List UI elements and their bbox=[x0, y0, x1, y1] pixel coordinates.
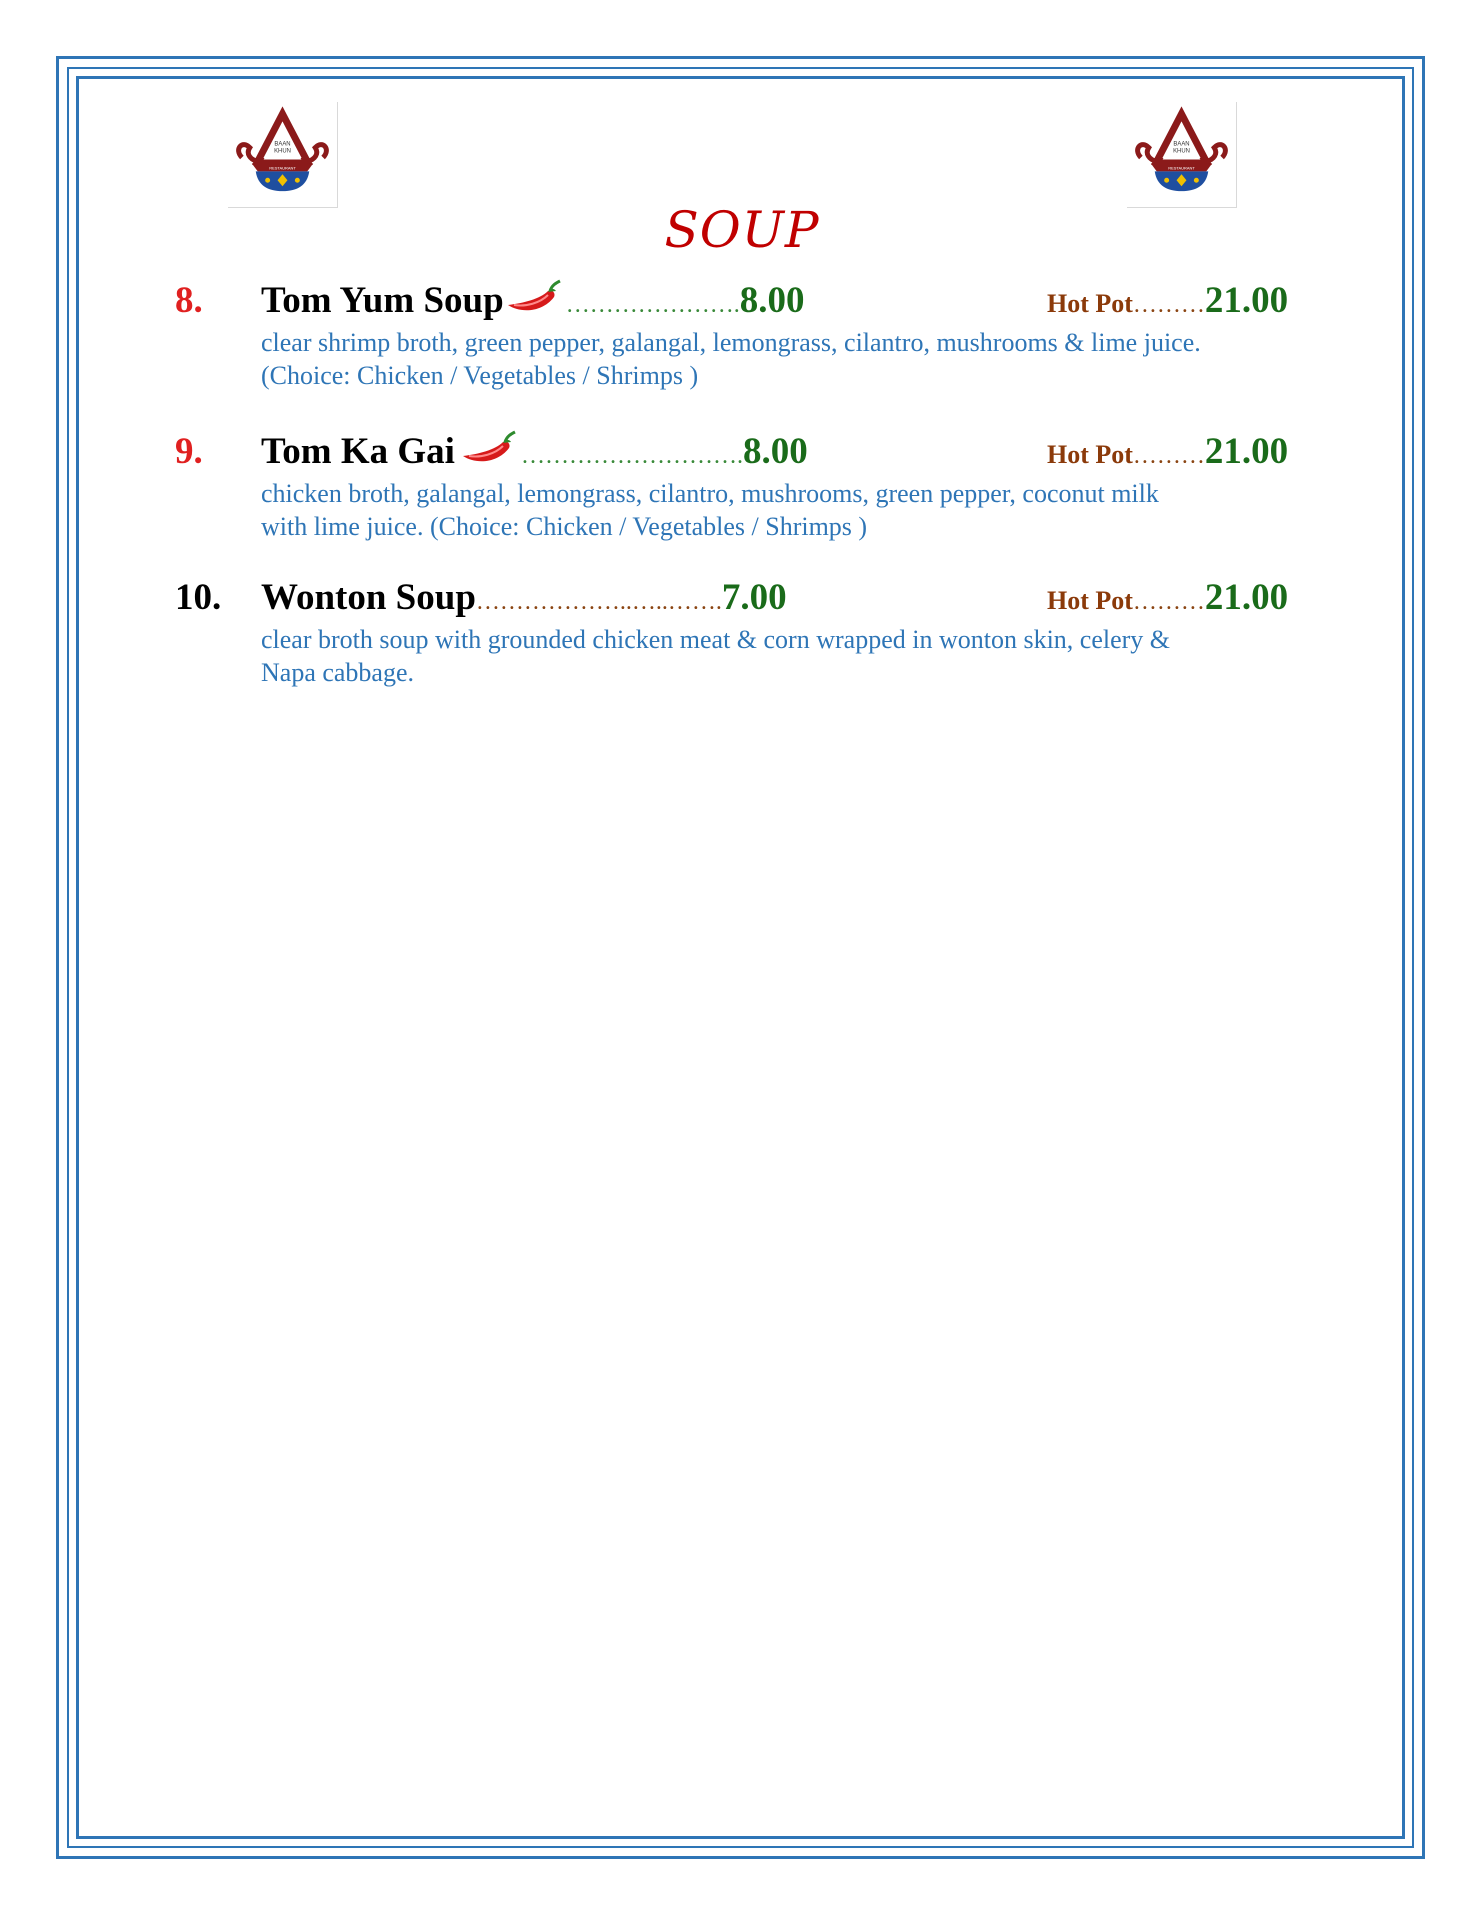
item-number: 9. bbox=[175, 431, 203, 472]
leader-dots: ……… bbox=[1132, 292, 1205, 318]
restaurant-logo-left bbox=[228, 102, 338, 208]
leader-dots: ……… bbox=[1132, 443, 1205, 469]
leader-dots: ……… bbox=[1132, 589, 1205, 615]
hotpot-label: Hot Pot bbox=[1047, 440, 1133, 469]
item-price: 7.00 bbox=[721, 577, 787, 618]
menu-item bbox=[175, 427, 1325, 543]
item-name: Tom Ka Gai bbox=[261, 431, 455, 472]
restaurant-logo-right bbox=[1127, 102, 1237, 208]
item-name: Wonton Soup bbox=[261, 577, 476, 618]
item-number: 8. bbox=[175, 280, 203, 321]
hotpot-price: 21.00 bbox=[1204, 280, 1289, 321]
logo-text-3: RESTAURANT bbox=[269, 165, 296, 171]
menu-section-title: SOUP bbox=[664, 201, 820, 259]
leader-dots: ………………………. bbox=[520, 443, 743, 469]
item-price: 8.00 bbox=[742, 431, 808, 472]
leader-dots: …………………. bbox=[565, 292, 740, 318]
hotpot-price: 21.00 bbox=[1204, 431, 1289, 472]
item-description: clear broth soup with grounded chicken meat & corn wrapped in wonton skin, celery & bbox=[261, 625, 1171, 654]
item-description: with lime juice. (Choice: Chicken / Vegetables / Shrimps ) bbox=[261, 512, 868, 541]
item-description: Napa cabbage. bbox=[261, 658, 415, 687]
logo-text-3: RESTAURANT bbox=[1168, 165, 1195, 171]
logo-text-1: BAAN bbox=[1173, 141, 1190, 148]
logo-icon bbox=[1127, 102, 1236, 207]
logo-text-2: KHUN bbox=[1173, 148, 1190, 155]
logo-text-1: BAAN bbox=[274, 141, 291, 148]
item-price: 8.00 bbox=[739, 280, 805, 321]
logo-icon bbox=[228, 102, 337, 207]
menu-item bbox=[175, 276, 1325, 392]
item-number: 10. bbox=[175, 577, 222, 618]
item-name: Tom Yum Soup bbox=[261, 280, 504, 321]
logo-text-2: KHUN bbox=[274, 148, 291, 155]
hotpot-label: Hot Pot bbox=[1047, 289, 1133, 318]
hotpot-label: Hot Pot bbox=[1047, 586, 1133, 615]
leader-dots: ………………..…..……. bbox=[475, 589, 722, 615]
item-description: (Choice: Chicken / Vegetables / Shrimps ) bbox=[261, 361, 699, 390]
hotpot-price: 21.00 bbox=[1204, 577, 1289, 618]
menu-item bbox=[175, 573, 1325, 689]
item-description: chicken broth, galangal, lemongrass, cilantro, mushrooms, green pepper, coconut milk bbox=[261, 479, 1159, 508]
item-description: clear shrimp broth, green pepper, galangal, lemongrass, cilantro, mushrooms & lime juice. bbox=[261, 328, 1201, 357]
